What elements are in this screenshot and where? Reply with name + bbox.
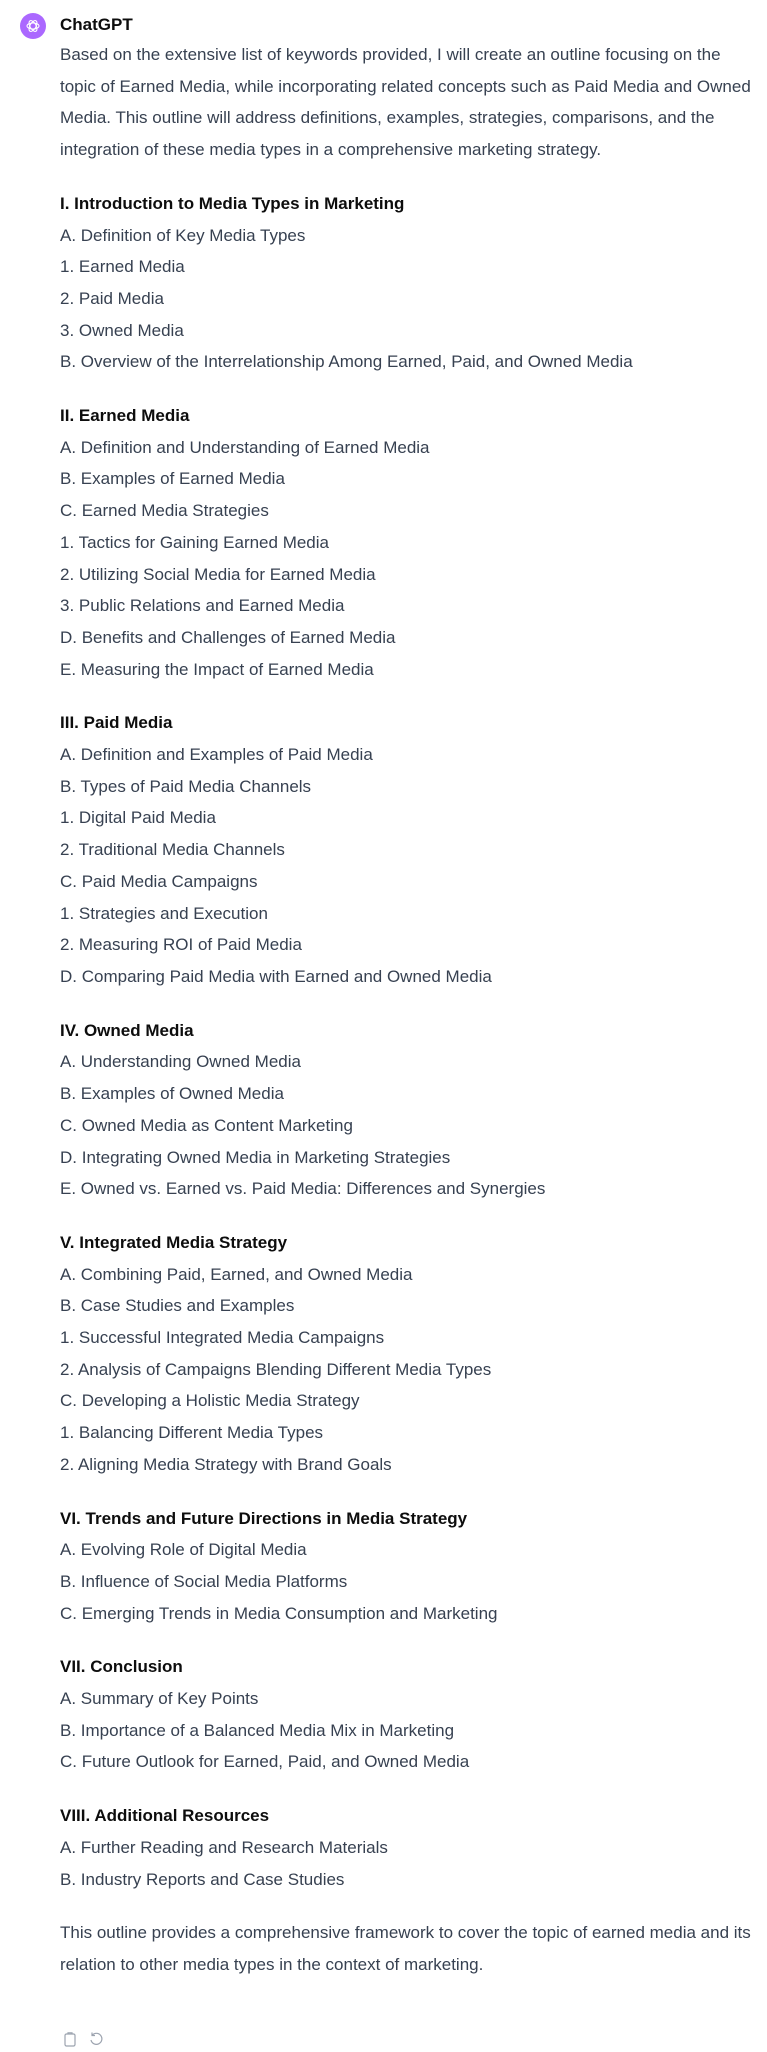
outline-item: C. Earned Media Strategies bbox=[60, 501, 269, 521]
outline-item: 1. Strategies and Execution bbox=[60, 903, 268, 923]
regenerate-icon[interactable] bbox=[88, 2031, 104, 2047]
outline-section-4 bbox=[60, 1015, 760, 1205]
section-title: VI. Trends and Future Directions in Media Strategy bbox=[60, 1508, 468, 1528]
outline-item: A. Combining Paid, Earned, and Owned Media bbox=[60, 1264, 413, 1284]
outline-item: A. Definition and Understanding of Earned Media bbox=[60, 437, 430, 457]
section-title: VIII. Additional Resources bbox=[60, 1806, 270, 1826]
openai-logo-icon bbox=[24, 17, 42, 35]
outline-item: B. Importance of a Balanced Media Mix in Marketing bbox=[60, 1720, 455, 1740]
outline-item: B. Influence of Social Media Platforms bbox=[60, 1571, 348, 1591]
section-title: IV. Owned Media bbox=[60, 1020, 194, 1040]
section-title: VII. Conclusion bbox=[60, 1657, 183, 1677]
outline-item: C. Paid Media Campaigns bbox=[60, 871, 258, 891]
section-title: I. Introduction to Media Types in Marketing bbox=[60, 193, 405, 213]
intro-paragraph: Based on the extensive list of keywords provided, I will create an outline focusing on the topic of Earned Media, while incorporating related concepts such as Paid Media and Owned Media. This outline will address definitions, examples, strategies, comparisons, and the integration of these media types in a comprehensive marketing strategy. bbox=[60, 45, 751, 160]
outline-item: E. Measuring the Impact of Earned Media bbox=[60, 659, 374, 679]
outline-item: A. Definition of Key Media Types bbox=[60, 225, 306, 245]
outline-item: 1. Tactics for Gaining Earned Media bbox=[60, 532, 329, 552]
message-content bbox=[60, 39, 760, 1981]
outline-item: C. Emerging Trends in Media Consumption and Marketing bbox=[60, 1603, 498, 1623]
outline-item: D. Benefits and Challenges of Earned Media bbox=[60, 627, 396, 647]
outline-item: C. Developing a Holistic Media Strategy bbox=[60, 1391, 360, 1411]
section-title: V. Integrated Media Strategy bbox=[60, 1232, 288, 1252]
outline-item: A. Further Reading and Research Materials bbox=[60, 1837, 388, 1857]
outline-item: E. Owned vs. Earned vs. Paid Media: Differences and Synergies bbox=[60, 1179, 546, 1199]
outro-paragraph: This outline provides a comprehensive framework to cover the topic of earned media and its relation to other media types in the context of marketing. bbox=[60, 1923, 751, 1974]
outline-item: 1. Successful Integrated Media Campaigns bbox=[60, 1328, 385, 1348]
outline-item: 2. Measuring ROI of Paid Media bbox=[60, 935, 302, 955]
outline-item: 2. Traditional Media Channels bbox=[60, 840, 285, 860]
outline-item: C. Future Outlook for Earned, Paid, and Owned Media bbox=[60, 1752, 470, 1772]
outline-item: A. Understanding Owned Media bbox=[60, 1052, 301, 1072]
outline-item: B. Overview of the Interrelationship Among Earned, Paid, and Owned Media bbox=[60, 352, 633, 372]
outline-item: B. Examples of Earned Media bbox=[60, 469, 285, 489]
message-actions bbox=[62, 2031, 104, 2047]
outline-section-7 bbox=[60, 1651, 760, 1778]
section-title: III. Paid Media bbox=[60, 713, 173, 733]
clipboard-icon[interactable] bbox=[62, 2031, 78, 2047]
outline-item: 1. Earned Media bbox=[60, 257, 185, 277]
outline-section-8 bbox=[60, 1800, 760, 1895]
outline-item: 1. Digital Paid Media bbox=[60, 808, 216, 828]
chatgpt-avatar bbox=[20, 13, 46, 39]
outline-section-2 bbox=[60, 400, 760, 685]
outline-section-5 bbox=[60, 1227, 760, 1481]
outline-item: 1. Balancing Different Media Types bbox=[60, 1423, 324, 1443]
outline-item: 2. Analysis of Campaigns Blending Different Media Types bbox=[60, 1359, 492, 1379]
section-title: II. Earned Media bbox=[60, 406, 190, 426]
outline-item: 2. Utilizing Social Media for Earned Media bbox=[60, 564, 376, 584]
outline-section-1 bbox=[60, 188, 760, 378]
message-author: ChatGPT bbox=[60, 15, 133, 34]
outline-section-6 bbox=[60, 1503, 760, 1630]
outline-item: A. Evolving Role of Digital Media bbox=[60, 1540, 307, 1560]
outline-item: C. Owned Media as Content Marketing bbox=[60, 1115, 353, 1135]
outline-section-3 bbox=[60, 707, 760, 992]
outline-item: A. Definition and Examples of Paid Media bbox=[60, 745, 373, 765]
outline-item: 2. Paid Media bbox=[60, 288, 164, 308]
outline-item: 3. Owned Media bbox=[60, 320, 184, 340]
outline-item: 2. Aligning Media Strategy with Brand Goals bbox=[60, 1454, 392, 1474]
outline-item: D. Integrating Owned Media in Marketing Strategies bbox=[60, 1147, 451, 1167]
outline-item: B. Examples of Owned Media bbox=[60, 1084, 284, 1104]
outline-item: D. Comparing Paid Media with Earned and Owned Media bbox=[60, 966, 492, 986]
outline-item: 3. Public Relations and Earned Media bbox=[60, 596, 345, 616]
outline-item: B. Types of Paid Media Channels bbox=[60, 776, 312, 796]
outline-item: B. Case Studies and Examples bbox=[60, 1296, 295, 1316]
outline-item: A. Summary of Key Points bbox=[60, 1689, 259, 1709]
outline-item: B. Industry Reports and Case Studies bbox=[60, 1869, 345, 1889]
